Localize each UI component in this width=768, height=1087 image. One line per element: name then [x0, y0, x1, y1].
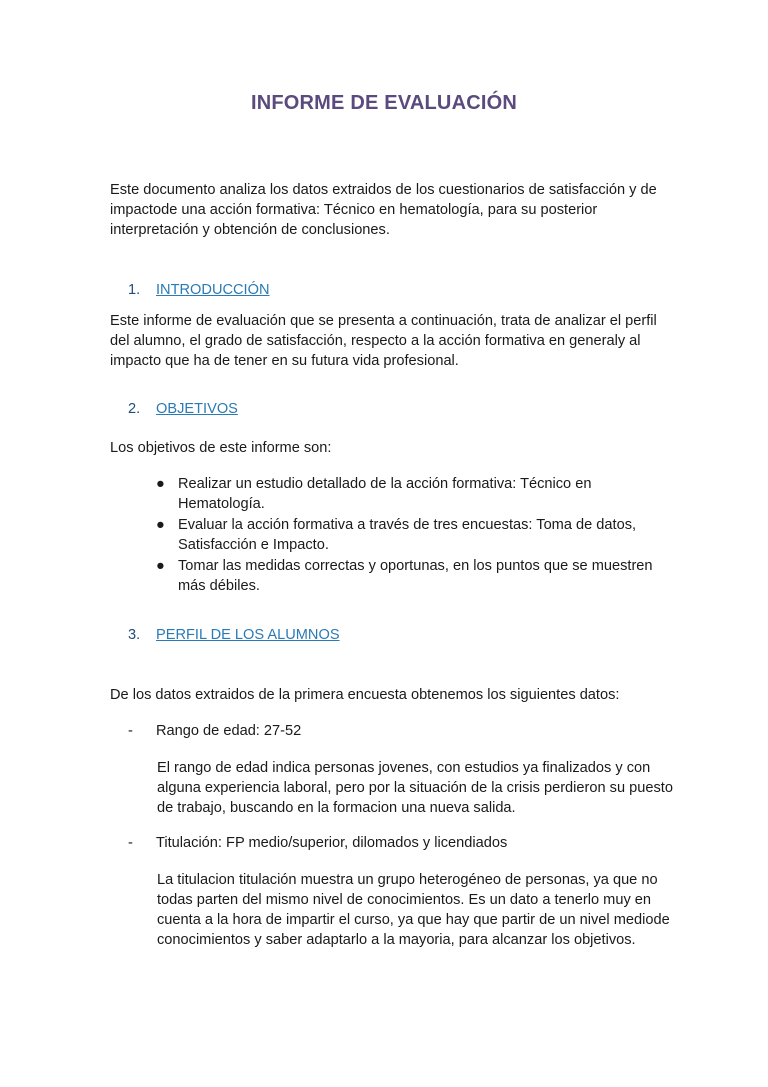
perfil-item-edad [128, 721, 688, 741]
list-item [150, 556, 670, 596]
perfil-intro: De los datos extraidos de la primera encuesta obtenemos los siguientes datos: [110, 687, 620, 703]
document-title: INFORME DE EVALUACIÓN [250, 92, 518, 114]
dash-icon: - [128, 723, 133, 739]
perfil-item-detail: La titulacion titulación muestra un grupo heterogéneo de personas, ya que no todas parten del mismo nivel de conocimientos. Es un dato a tenerlo muy en cuenta a la hora de impartir el curso, ya que hay que partir de un nivel mediode conocimientos y saber adaptarlo a la mayoria, para alcanzar los objetivos. [157, 872, 670, 948]
list-item-text: Evaluar la acción formativa a través de tres encuestas: Toma de datos, Satisfacción e Impacto. [178, 517, 637, 553]
objetivos-intro: Los objetivos de este informe son: [110, 440, 332, 456]
perfil-item-label: Titulación: FP medio/superior, dilomados y licendiados [156, 835, 508, 851]
section-number: 3. [128, 627, 141, 643]
section-heading-introduccion [128, 280, 270, 300]
section-heading-perfil [128, 625, 340, 645]
section-number: 2. [128, 401, 141, 417]
perfil-item-label: Rango de edad: 27-52 [156, 723, 302, 739]
bullet-icon: ● [156, 476, 165, 492]
bullet-icon: ● [156, 517, 165, 533]
list-item [150, 515, 670, 555]
list-item-text: Tomar las medidas correctas y oportunas, en los puntos que se muestren más débiles. [178, 558, 653, 594]
introduccion-paragraph: Este informe de evaluación que se presenta a continuación, trata de analizar el perfil del alumno, el grado de satisfacción, respecto a la acción formativa en generaly al impacto que ha de tener en su futura vida profesional. [110, 313, 657, 369]
section-title: OBJETIVOS [156, 401, 238, 417]
perfil-item-detail: El rango de edad indica personas jovenes, con estudios ya finalizados y con alguna experiencia laboral, pero por la situación de la crisis perdieron su puesto de trabajo, buscando en la formacion una nueva salida. [157, 760, 673, 816]
list-item [150, 474, 670, 514]
objetivos-list [150, 474, 670, 596]
section-heading-objetivos [128, 399, 238, 419]
intro-paragraph: Este documento analiza los datos extraidos de los cuestionarios de satisfacción y de impactode una acción formativa: Técnico en hematología, para su posterior interpretación y obtención de conclusiones. [110, 182, 657, 238]
perfil-item-titulacion [128, 833, 688, 853]
section-title: INTRODUCCIÓN [156, 282, 270, 298]
section-number: 1. [128, 282, 141, 298]
section-title: PERFIL DE LOS ALUMNOS [156, 627, 340, 643]
bullet-icon: ● [156, 558, 165, 574]
list-item-text: Realizar un estudio detallado de la acción formativa: Técnico en Hematología. [178, 476, 592, 512]
dash-icon: - [128, 835, 133, 851]
